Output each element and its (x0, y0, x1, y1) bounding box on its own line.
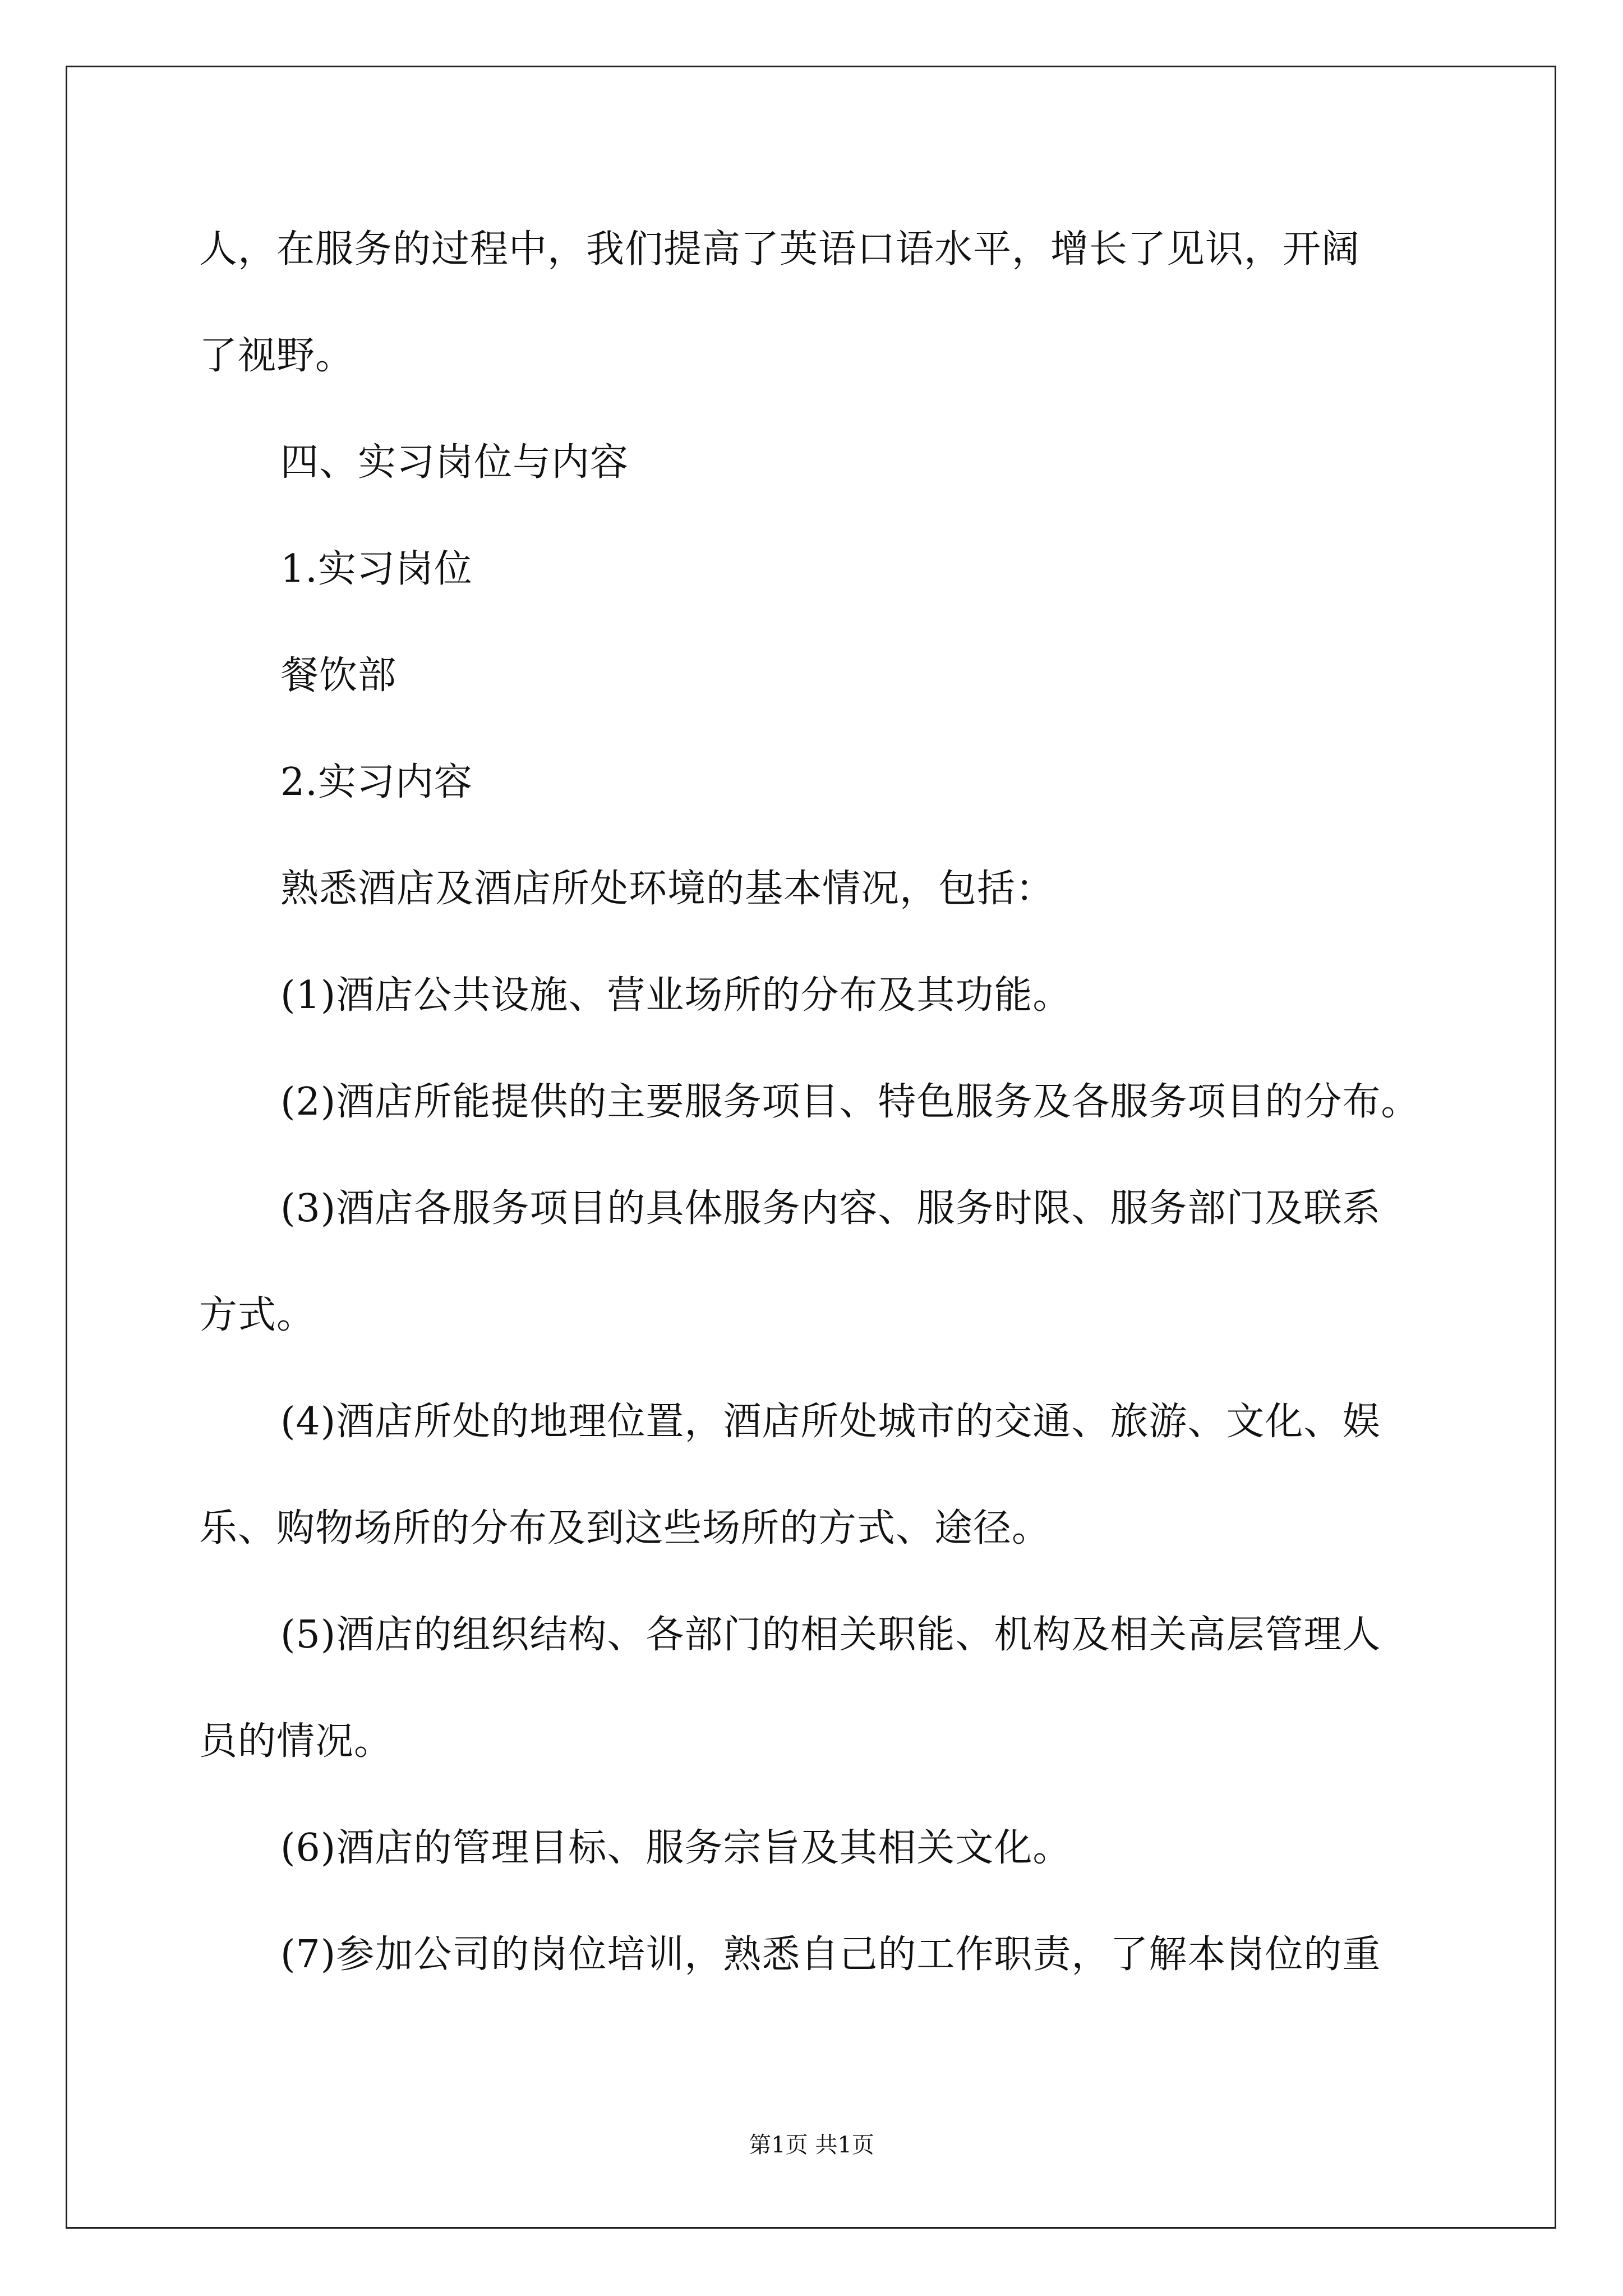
list-item: (5)酒店的组织结构、各部门的相关职能、机构及相关高层管理人 (280, 1613, 1381, 1657)
list-item: (4)酒店所处的地理位置，酒店所处城市的交通、旅游、文化、娱 (280, 1400, 1381, 1444)
list-item: (7)参加公司的岗位培训，熟悉自己的工作职责，了解本岗位的重 (280, 1932, 1381, 1977)
page-footer: 第1页 共1页 (749, 2132, 874, 2158)
body-line: 熟悉酒店及酒店所处环境的基本情况，包括： (280, 867, 1055, 911)
list-item-continuation: 员的情况。 (199, 1719, 393, 1764)
list-item: (1)酒店公共设施、营业场所的分布及其功能。 (280, 973, 1072, 1018)
body-line: 人，在服务的过程中，我们提高了英语口语水平，增长了见识，开阔 (199, 227, 1361, 272)
subsection-heading: 2.实习内容 (280, 760, 473, 804)
subsection-heading: 1.实习岗位 (280, 547, 473, 591)
section-heading: 四、实习岗位与内容 (280, 440, 629, 485)
list-item-continuation: 方式。 (199, 1293, 316, 1337)
list-item: (6)酒店的管理目标、服务宗旨及其相关文化。 (280, 1826, 1072, 1870)
list-item-continuation: 乐、购物场所的分布及到这些场所的方式、途径。 (199, 1506, 1051, 1550)
list-item: (2)酒店所能提供的主要服务项目、特色服务及各服务项目的分布。 (280, 1080, 1420, 1124)
list-item: (3)酒店各服务项目的具体服务内容、服务时限、服务部门及联系 (280, 1186, 1381, 1231)
page-border (66, 66, 1556, 2229)
body-line: 了视野。 (199, 334, 354, 378)
body-line: 餐饮部 (280, 654, 397, 698)
